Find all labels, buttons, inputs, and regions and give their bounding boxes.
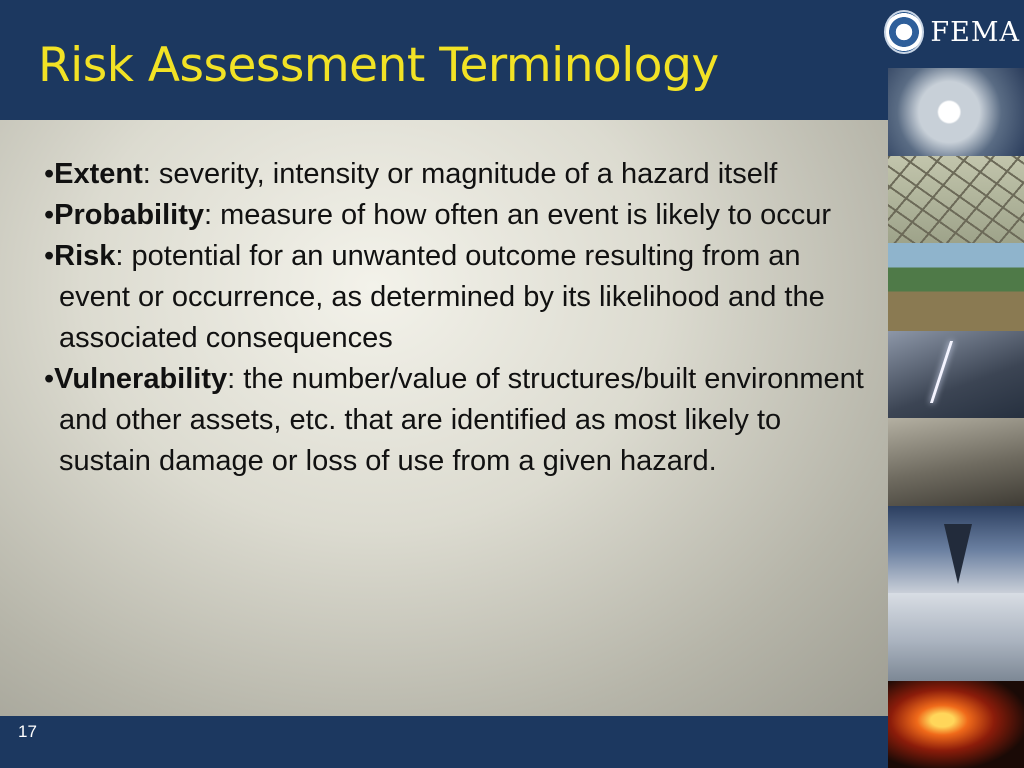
fema-logo: [884, 6, 1020, 58]
bullet-list: [44, 154, 864, 482]
bullet-definition: : potential for an unwanted outcome resulting from an event or occurrence, as determined by its likelihood and the associated consequences: [59, 240, 825, 354]
bullet-term: Risk: [54, 240, 116, 272]
bullet-term: Vulnerability: [54, 363, 228, 395]
slide-body: [0, 120, 888, 716]
page-number: 17: [18, 722, 37, 741]
wildfire-photo: [888, 681, 1024, 768]
ice-storm-photo: [888, 593, 1024, 681]
slide-title: Risk Assessment Terminology: [38, 38, 719, 93]
hurricane-photo: [888, 68, 1024, 156]
bullet-vulnerability: •Vulnerability: the number/value of structures/built environment and other assets, etc. that are identified as most likely to sustain damage or loss of use from a given hazard.: [44, 363, 864, 477]
bullet-term: Probability: [54, 199, 205, 231]
flood-photo: [888, 243, 1024, 331]
tornado-funnel-icon: [944, 524, 972, 584]
bullet-definition: : measure of how often an event is likely to occur: [204, 199, 832, 231]
bullet-definition: : severity, intensity or magnitude of a hazard itself: [142, 158, 778, 190]
lightning-bolt-icon: [930, 341, 953, 403]
bullet-probability: •Probability: measure of how often an event is likely to occur: [44, 199, 832, 231]
bullet-extent: •Extent: severity, intensity or magnitude of a hazard itself: [44, 158, 778, 190]
dhs-seal-icon: [884, 10, 924, 54]
tornado-photo: [888, 506, 1024, 594]
lightning-photo: [888, 331, 1024, 419]
fema-logo-text: FEMA: [930, 16, 1020, 48]
bullet-definition: : the number/value of structures/built environment and other assets, etc. that are identified as most likely to sustain damage or loss of use from a given hazard.: [59, 363, 864, 477]
hazard-photo-strip: [888, 68, 1024, 768]
slide-header: [0, 0, 1024, 120]
bullet-risk: •Risk: potential for an unwanted outcome resulting from an event or occurrence, as determined by its likelihood and the associated consequences: [44, 240, 825, 354]
drought-photo: [888, 156, 1024, 244]
earthquake-photo: [888, 418, 1024, 506]
bullet-term: Extent: [54, 158, 143, 190]
